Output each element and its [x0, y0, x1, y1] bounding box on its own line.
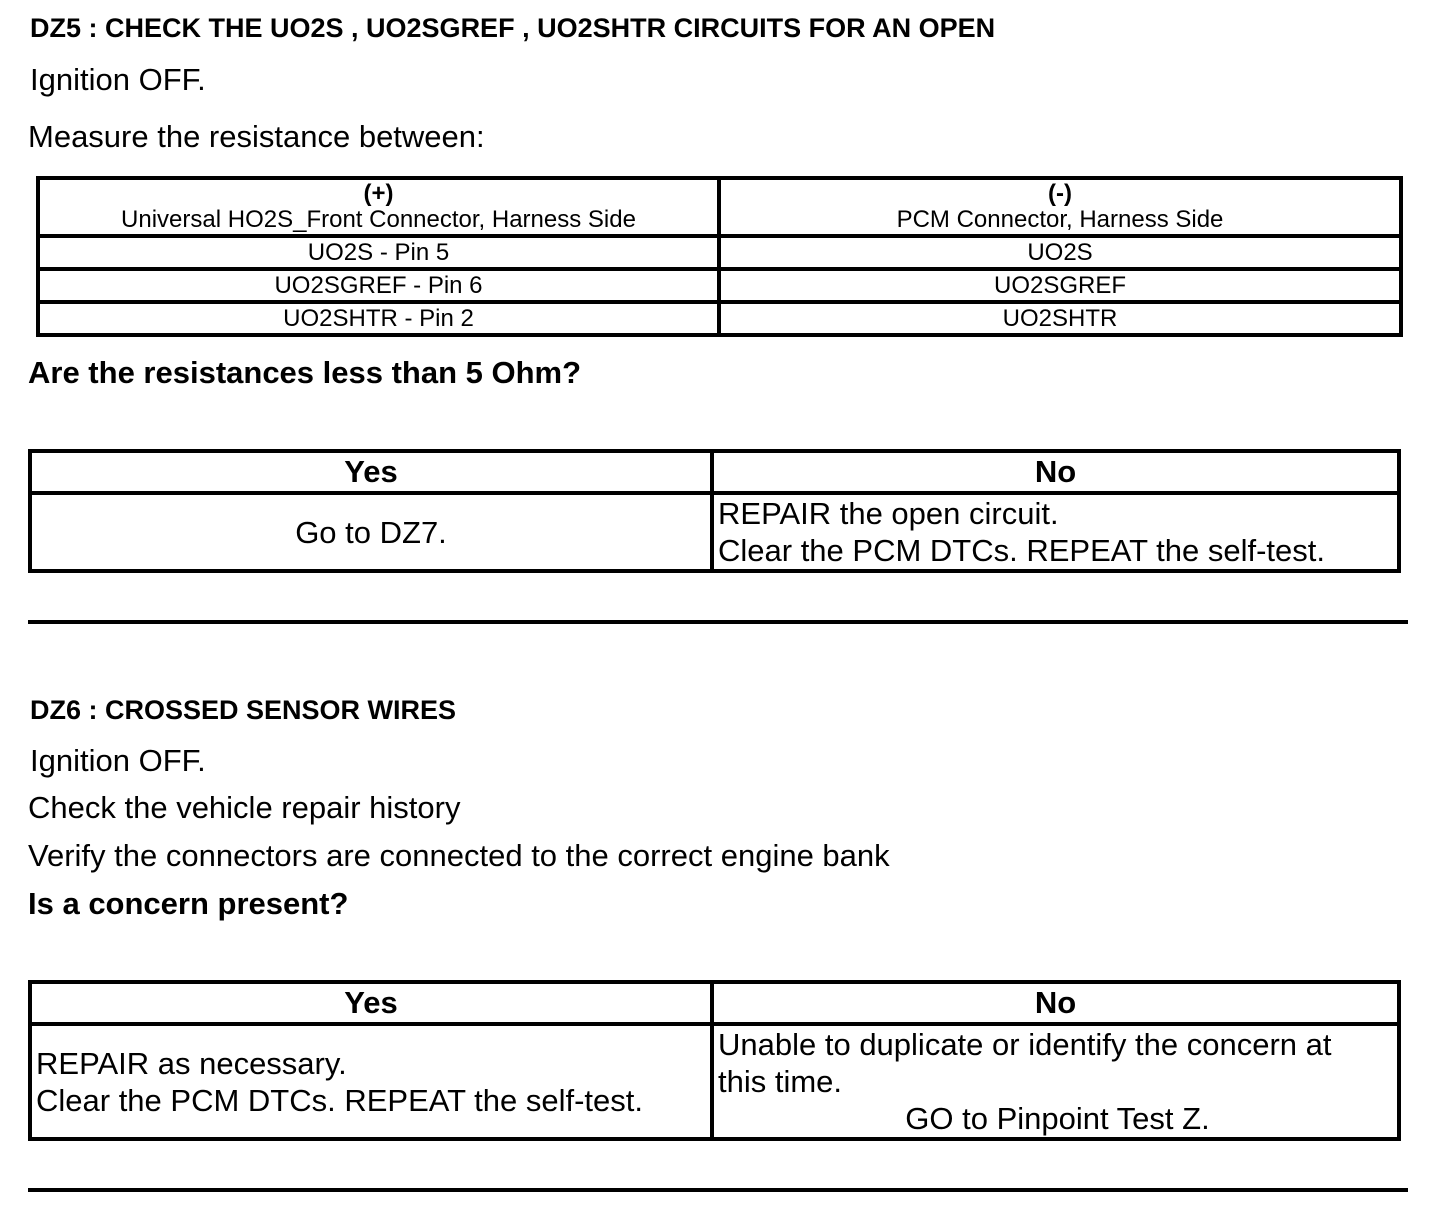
table-cell: UO2SGREF [719, 269, 1401, 302]
pinpoint-test-reference: GO to Pinpoint Test Z. [905, 1101, 1210, 1136]
answer-body-row [30, 493, 1399, 571]
dz6-answer-table [28, 980, 1401, 1141]
table-row [38, 236, 1401, 269]
table-row [38, 302, 1401, 335]
dz6-step-history: Check the vehicle repair history [28, 790, 461, 825]
positive-sign: (+) [363, 180, 394, 207]
dz5-heading: DZ5 : CHECK THE UO2S , UO2SGREF , UO2SHTR CIRCUITS FOR AN OPEN [30, 13, 996, 43]
dz6-step-ignition: Ignition OFF. [30, 743, 206, 778]
dz5-answer-table [28, 449, 1401, 573]
answer-body-row [30, 1024, 1399, 1139]
dz6-step-verify: Verify the connectors are connected to the correct engine bank [28, 838, 890, 873]
negative-column-header [719, 178, 1401, 236]
table-cell: UO2S [719, 236, 1401, 269]
no-answer-line: REPAIR the open circuit. [718, 496, 1059, 531]
yes-answer [30, 493, 712, 571]
no-header: No [712, 451, 1399, 493]
dz5-step-measure: Measure the resistance between: [28, 119, 485, 154]
no-header: No [712, 982, 1399, 1024]
yes-answer-text: Go to DZ7. [295, 514, 447, 550]
section-divider [28, 1188, 1408, 1192]
table-cell: UO2SHTR - Pin 2 [38, 302, 719, 335]
dz6-question: Is a concern present? [28, 886, 349, 921]
dz6-heading: DZ6 : CROSSED SENSOR WIRES [30, 695, 457, 725]
dz5-step-ignition: Ignition OFF. [30, 62, 206, 97]
negative-column-title: PCM Connector, Harness Side [896, 206, 1224, 233]
no-answer-line: Unable to duplicate or identify the concern at [718, 1027, 1332, 1062]
table-cell: UO2SHTR [719, 302, 1401, 335]
no-answer [712, 1024, 1399, 1139]
yes-header: Yes [30, 451, 712, 493]
negative-sign: (-) [1048, 180, 1072, 207]
positive-column-header [38, 178, 719, 236]
table-header-row [38, 178, 1401, 236]
answer-header-row [30, 451, 1399, 493]
dz5-question: Are the resistances less than 5 Ohm? [28, 355, 582, 390]
answer-header-row [30, 982, 1399, 1024]
yes-header: Yes [30, 982, 712, 1024]
positive-column-title: Universal HO2S_Front Connector, Harness Side [121, 206, 636, 233]
table-cell: UO2S - Pin 5 [38, 236, 719, 269]
resistance-measurement-table [36, 176, 1403, 337]
yes-answer [30, 1024, 712, 1139]
section-divider [28, 620, 1408, 624]
table-cell: UO2SGREF - Pin 6 [38, 269, 719, 302]
no-answer [712, 493, 1399, 571]
no-answer-line: this time. [718, 1064, 843, 1099]
yes-answer-line: REPAIR as necessary. [36, 1045, 347, 1081]
yes-answer-line: Clear the PCM DTCs. REPEAT the self-test. [36, 1082, 643, 1118]
table-row [38, 269, 1401, 302]
no-answer-line: Clear the PCM DTCs. REPEAT the self-test. [718, 533, 1325, 568]
